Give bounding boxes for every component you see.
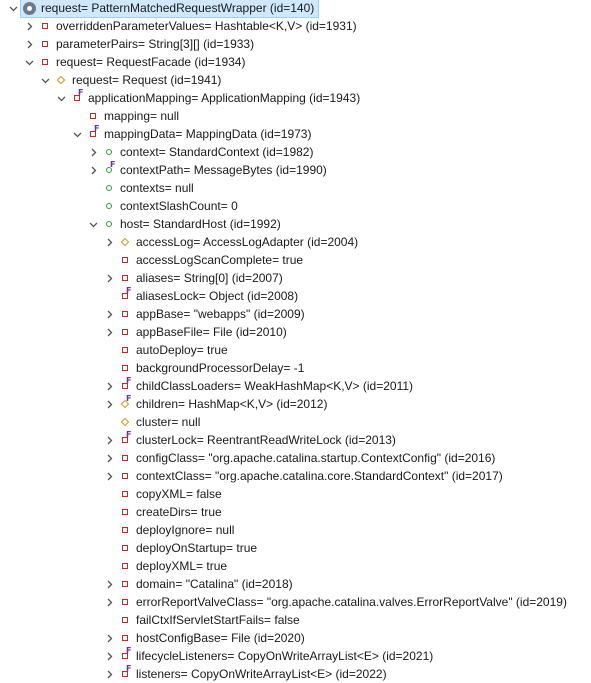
chevron-down-icon[interactable]	[21, 53, 37, 71]
private-field-icon	[117, 359, 133, 377]
private-field-icon	[117, 251, 133, 269]
protected-field-icon	[117, 233, 133, 251]
tree-row[interactable]	[0, 215, 591, 233]
tree-row[interactable]	[0, 557, 591, 575]
private-field-icon	[117, 539, 133, 557]
private-field-icon	[117, 485, 133, 503]
variable-label: aliasesLock= Object (id=2008)	[136, 289, 299, 303]
variable-label: overriddenParameterValues= Hashtable<K,V> (id=1931)	[56, 19, 357, 33]
chevron-right-icon[interactable]	[101, 665, 117, 683]
tree-row[interactable]	[0, 467, 591, 485]
tree-row[interactable]	[0, 0, 591, 17]
local-variable-icon	[23, 2, 36, 15]
variable-label: accessLogScanComplete= true	[136, 253, 304, 267]
tree-row[interactable]	[0, 251, 591, 269]
tree-row[interactable]	[0, 485, 591, 503]
private-field-icon	[117, 503, 133, 521]
chevron-right-icon[interactable]	[101, 431, 117, 449]
tree-row[interactable]	[0, 611, 591, 629]
variable-label: contextPath= MessageBytes (id=1990)	[120, 163, 327, 177]
variable-label: childClassLoaders= WeakHashMap<K,V> (id=2011)	[136, 379, 414, 393]
private-field-icon	[117, 305, 133, 323]
variable-label: contextSlashCount= 0	[120, 199, 238, 213]
final-modifier-icon: F	[126, 430, 132, 439]
final-public-field-icon	[101, 161, 117, 179]
tree-row[interactable]	[0, 305, 591, 323]
final-modifier-icon: F	[94, 124, 100, 133]
private-field-icon	[117, 323, 133, 341]
tree-row[interactable]	[0, 521, 591, 539]
variable-label: deployXML= true	[136, 559, 228, 573]
tree-row[interactable]	[0, 233, 591, 251]
variable-label: configClass= "org.apache.catalina.startup.ContextConfig" (id=2016)	[136, 451, 496, 465]
tree-row[interactable]	[0, 35, 591, 53]
final-private-field-icon	[69, 89, 85, 107]
variable-label: mapping= null	[104, 109, 180, 123]
chevron-down-icon[interactable]	[85, 215, 101, 233]
tree-row[interactable]	[0, 179, 591, 197]
final-modifier-icon: F	[126, 394, 132, 403]
public-field-icon	[101, 197, 117, 215]
private-field-icon	[117, 467, 133, 485]
variable-label: cluster= null	[136, 415, 201, 429]
final-private-field-icon	[117, 647, 133, 665]
final-private-field-icon	[117, 377, 133, 395]
variable-label: contexts= null	[120, 181, 194, 195]
variable-label: domain= "Catalina" (id=2018)	[136, 577, 293, 591]
tree-row[interactable]	[0, 647, 591, 665]
tree-row[interactable]	[0, 395, 591, 413]
private-field-icon	[85, 107, 101, 125]
chevron-right-icon[interactable]	[21, 17, 37, 35]
tree-row[interactable]	[0, 359, 591, 377]
chevron-right-icon[interactable]	[101, 323, 117, 341]
private-field-icon	[117, 341, 133, 359]
variable-label: request= Request (id=1941)	[72, 73, 222, 87]
variable-label: request= RequestFacade (id=1934)	[56, 55, 246, 69]
chevron-right-icon[interactable]	[101, 377, 117, 395]
variable-label: contextClass= "org.apache.catalina.core.StandardContext" (id=2017)	[136, 469, 503, 483]
private-field-icon	[117, 593, 133, 611]
variable-label: aliases= String[0] (id=2007)	[136, 271, 283, 285]
chevron-down-icon[interactable]	[69, 125, 85, 143]
protected-field-icon	[53, 71, 69, 89]
variable-label: backgroundProcessorDelay= -1	[136, 361, 305, 375]
tree-row[interactable]	[0, 575, 591, 593]
final-private-field-icon	[85, 125, 101, 143]
final-modifier-icon: F	[126, 376, 132, 385]
tree-row[interactable]	[0, 53, 591, 71]
private-field-icon	[117, 629, 133, 647]
final-modifier-icon: F	[110, 160, 116, 169]
tree-row[interactable]	[0, 377, 591, 395]
tree-row[interactable]	[0, 17, 591, 35]
variable-label: applicationMapping= ApplicationMapping (id=1943)	[88, 91, 361, 105]
tree-row[interactable]	[0, 269, 591, 287]
variable-label: failCtxIfServletStartFails= false	[136, 613, 300, 627]
variable-label: context= StandardContext (id=1982)	[120, 145, 314, 159]
private-field-icon	[37, 35, 53, 53]
variable-label: accessLog= AccessLogAdapter (id=2004)	[136, 235, 359, 249]
tree-row[interactable]	[0, 125, 591, 143]
variable-label: deployOnStartup= true	[136, 541, 258, 555]
private-field-icon	[117, 521, 133, 539]
chevron-right-icon[interactable]	[101, 467, 117, 485]
public-field-icon	[101, 143, 117, 161]
private-field-icon	[117, 557, 133, 575]
variable-label: appBase= "webapps" (id=2009)	[136, 307, 305, 321]
variable-label: autoDeploy= true	[136, 343, 228, 357]
tree-row[interactable]	[0, 161, 591, 179]
chevron-right-icon[interactable]	[85, 143, 101, 161]
private-field-icon	[117, 611, 133, 629]
variable-label: parameterPairs= String[3][] (id=1933)	[56, 37, 255, 51]
chevron-down-icon[interactable]	[37, 71, 53, 89]
tree-row[interactable]	[0, 431, 591, 449]
chevron-down-icon[interactable]	[5, 0, 21, 17]
tree-row[interactable]	[0, 287, 591, 305]
tree-row[interactable]	[0, 629, 591, 647]
tree-row[interactable]	[0, 539, 591, 557]
private-field-icon	[37, 17, 53, 35]
final-private-field-icon	[117, 287, 133, 305]
variable-label: request= PatternMatchedRequestWrapper (id=140)	[41, 1, 315, 15]
variable-label: errorReportValveClass= "org.apache.catalina.valves.ErrorReportValve" (id=2019)	[136, 595, 567, 609]
variable-label: appBaseFile= File (id=2010)	[136, 325, 287, 339]
variable-label: children= HashMap<K,V> (id=2012)	[136, 397, 328, 411]
tree-row[interactable]	[0, 107, 591, 125]
chevron-down-icon[interactable]	[53, 89, 69, 107]
tree-row[interactable]	[0, 143, 591, 161]
variable-label: deployIgnore= null	[136, 523, 235, 537]
final-protected-field-icon	[117, 395, 133, 413]
final-modifier-icon: F	[78, 88, 84, 97]
public-field-icon	[101, 179, 117, 197]
chevron-right-icon[interactable]	[101, 629, 117, 647]
private-field-icon	[117, 449, 133, 467]
chevron-right-icon[interactable]	[101, 395, 117, 413]
chevron-right-icon[interactable]	[101, 233, 117, 251]
variable-label: lifecycleListeners= CopyOnWriteArrayList<E> (id=2021)	[136, 649, 434, 663]
tree-row[interactable]	[0, 89, 591, 107]
final-private-field-icon	[117, 431, 133, 449]
tree-row[interactable]	[0, 449, 591, 467]
tree-row[interactable]	[0, 341, 591, 359]
tree-row[interactable]	[0, 71, 591, 89]
tree-row[interactable]	[0, 323, 591, 341]
tree-row[interactable]	[0, 413, 591, 431]
chevron-right-icon[interactable]	[101, 575, 117, 593]
tree-row[interactable]	[0, 503, 591, 521]
chevron-right-icon[interactable]	[21, 35, 37, 53]
private-field-icon	[117, 269, 133, 287]
final-modifier-icon: F	[126, 664, 132, 673]
private-field-icon	[37, 53, 53, 71]
variable-label: listeners= CopyOnWriteArrayList<E> (id=2022)	[136, 667, 387, 681]
tree-row[interactable]	[0, 665, 591, 683]
final-private-field-icon	[117, 665, 133, 683]
chevron-right-icon[interactable]	[101, 647, 117, 665]
variable-label: host= StandardHost (id=1992)	[120, 217, 281, 231]
variable-label: copyXML= false	[136, 487, 222, 501]
variable-label: mappingData= MappingData (id=1973)	[104, 127, 312, 141]
chevron-right-icon[interactable]	[101, 269, 117, 287]
chevron-right-icon[interactable]	[101, 593, 117, 611]
tree-row[interactable]	[0, 593, 591, 611]
private-field-icon	[117, 575, 133, 593]
public-field-icon	[101, 215, 117, 233]
chevron-right-icon[interactable]	[101, 449, 117, 467]
chevron-right-icon[interactable]	[101, 305, 117, 323]
variable-label: clusterLock= ReentrantReadWriteLock (id=2013)	[136, 433, 396, 447]
final-modifier-icon: F	[126, 286, 132, 295]
chevron-right-icon[interactable]	[85, 161, 101, 179]
protected-field-icon	[117, 413, 133, 431]
tree-row[interactable]	[0, 197, 591, 215]
variable-label: hostConfigBase= File (id=2020)	[136, 631, 305, 645]
final-modifier-icon: F	[126, 646, 132, 655]
variable-label: createDirs= true	[136, 505, 222, 519]
